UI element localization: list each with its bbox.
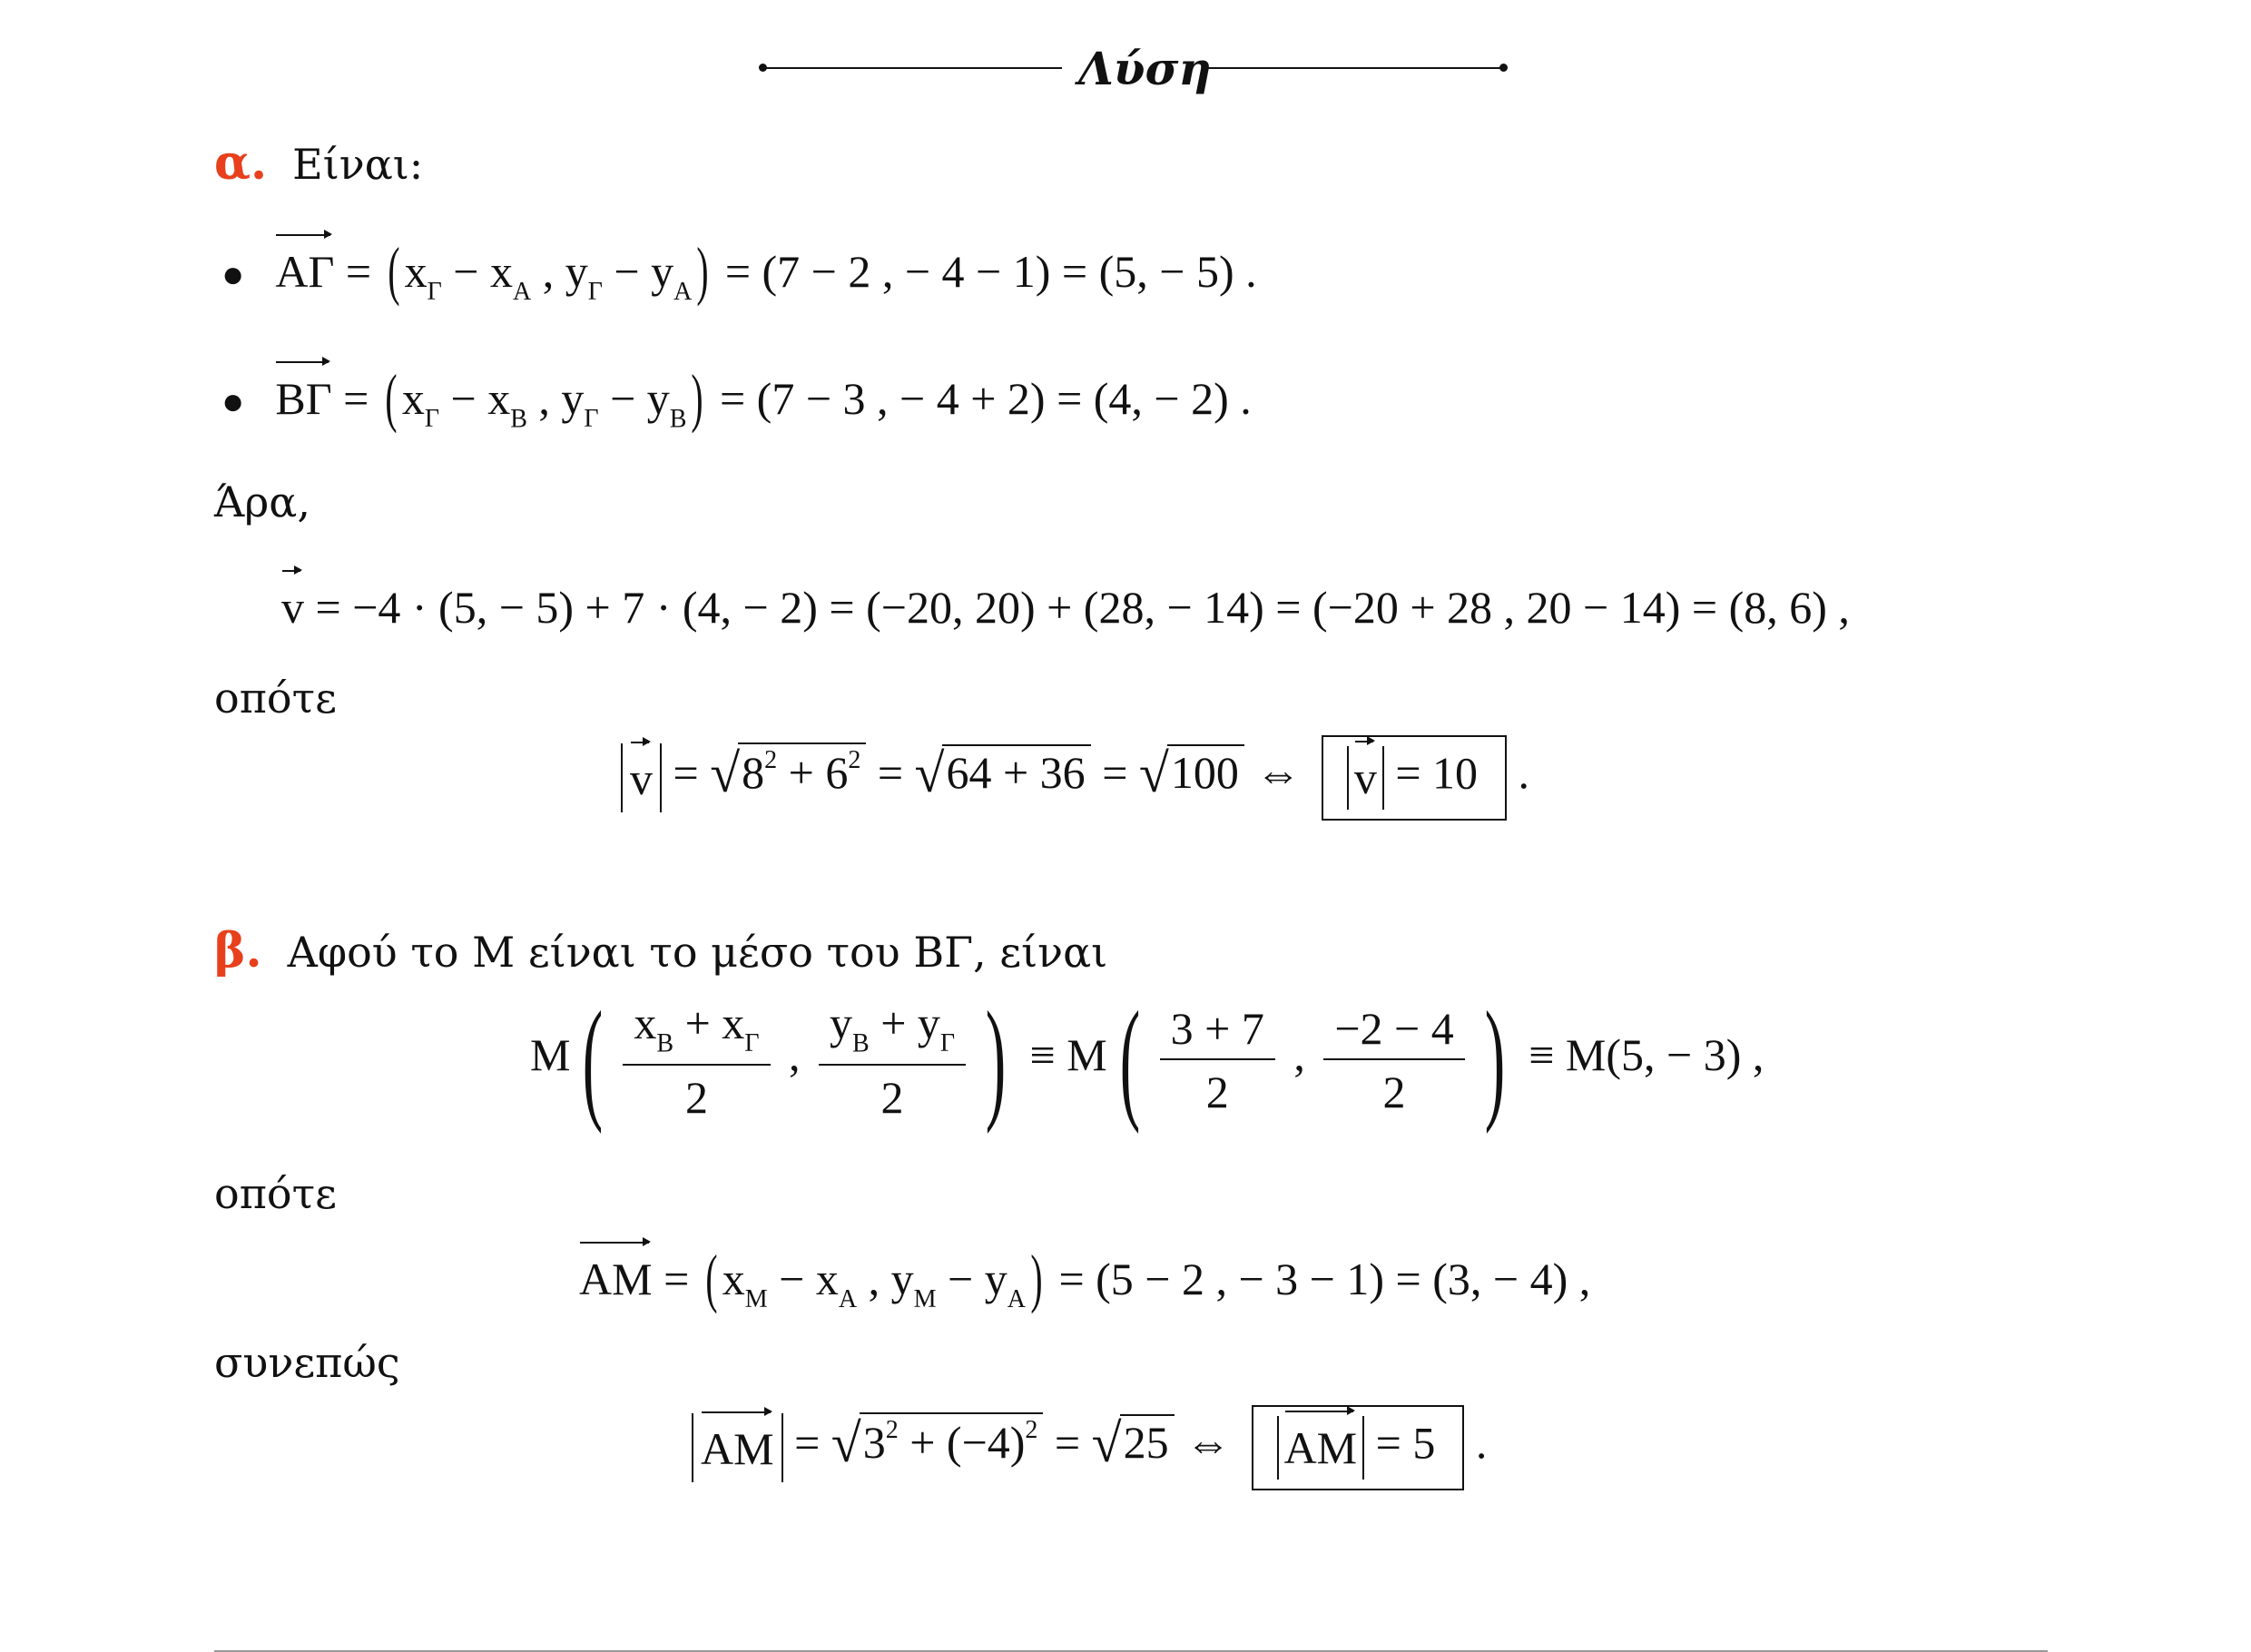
am-vector-equation: ΑΜ = ( $x_M - x_A$ , $y_M - y_A) = (5 - 2$ , − 3 − 1) = (3, − 4) ,	[579, 1242, 1591, 1314]
opote-text-a: οπότε	[214, 674, 337, 723]
frac-3-7: $\frac{3 + 7}{2}$	[1160, 1006, 1275, 1115]
am-norm-equation: $AM = √3^2 + (-4)^2 = √25$ ⇔ ΑΜ = 5 .	[692, 1405, 1487, 1490]
sqrt-8-6: $√8^2 + 6^2$	[710, 742, 866, 801]
header-right-dot	[1499, 64, 1508, 72]
ag-vector-equation: ● ΑΓ = ( $x_\Gamma - x_A$ , $y_\Gamma - y_A) = (7 - 2$ , − 4 − 1) = (5, − 5) .	[221, 234, 1257, 307]
v-norm-value: 10	[1432, 747, 1479, 799]
am-norm-result-box: ΑΜ = 5	[1252, 1405, 1465, 1490]
vector-am: ΑΜ	[579, 1254, 653, 1304]
opote-text-b: οπότε	[214, 1169, 337, 1218]
part-b-label: β.	[214, 923, 262, 978]
m-result: ≡ Μ(5, − 3) ,	[1529, 1028, 1764, 1080]
section-heading: Λύση	[1078, 42, 1212, 95]
header-left-line	[762, 67, 1062, 69]
ara-text: Άρα,	[214, 477, 310, 526]
ag-result: = (7 − 2 , − 4 − 1) = (5, − 5) .	[724, 246, 1257, 297]
part-a-label: α.	[214, 135, 268, 191]
synepos-text: συνεπώς	[214, 1338, 400, 1387]
am-abs: ΑΜ	[692, 1413, 783, 1482]
am-result: = (5 − 2 , − 3 − 1) = (3, − 4) ,	[1058, 1254, 1591, 1304]
frac-m2-4: $\frac{-2 - 4}{2}$	[1323, 1006, 1464, 1115]
sqrt-64-36: √64 + 36	[915, 744, 1091, 801]
frac-y: $\frac{y_B + y_\Gamma}{2}$	[819, 1000, 966, 1120]
sqrt-3-m4: $√3^2 + (-4)^2$	[831, 1412, 1044, 1470]
part-a-intro-line	[214, 135, 424, 191]
vector-v: v	[281, 582, 304, 633]
bg-vector-equation: ● ΒΓ = ( $x_\Gamma - x_B$ , $y_\Gamma - y_B) = (7 - 3$ , − 4 + 2) = (4, − 2) .	[221, 361, 1252, 434]
v-vector-equation	[281, 582, 1850, 633]
sqrt-100: √100	[1139, 744, 1244, 801]
v-norm-result-box: v = 10	[1322, 735, 1507, 821]
bullet-icon: ●	[221, 254, 245, 296]
part-a-intro: Είναι:	[292, 140, 424, 189]
header-right-line	[1204, 67, 1503, 69]
v-result: = −4 · (5, − 5) + 7 · (4, − 2) = (−20, 20) + (28, − 14) = (−20 + 28 , 20 − 14) = (8, 6) ,	[315, 582, 1850, 633]
sqrt-25: √25	[1092, 1414, 1175, 1470]
v-abs: v	[621, 743, 662, 812]
v-norm-equation: $v = √8^2 + 6^2 = √64 + 36 = √100$ ⇔ v = 10 .	[621, 735, 1529, 821]
bg-result: = (7 − 3 , − 4 + 2) = (4, − 2) .	[719, 373, 1252, 424]
part-b-intro-line	[214, 923, 1108, 978]
frac-x: $\frac{x_B + x_\Gamma}{2}$	[623, 1000, 770, 1120]
bullet-icon: ●	[221, 381, 245, 423]
vector-ag: ΑΓ	[275, 246, 335, 297]
midpoint-equation: Μ( $\frac{x_B + x_\Gamma}{2}$ , $\frac{y_B + y_\Gamma}{2}$ ) ≡ Μ( $\frac{3 + 7}{2}$ , $\frac{-2 - 4}{2}$ ) ≡ Μ(5, − 3) ,	[530, 984, 1764, 1135]
part-b-intro: Αφού το Μ είναι το μέσο του ΒΓ, είναι	[287, 928, 1108, 977]
am-norm-value: 5	[1412, 1417, 1436, 1469]
vector-bg: ΒΓ	[275, 373, 332, 424]
